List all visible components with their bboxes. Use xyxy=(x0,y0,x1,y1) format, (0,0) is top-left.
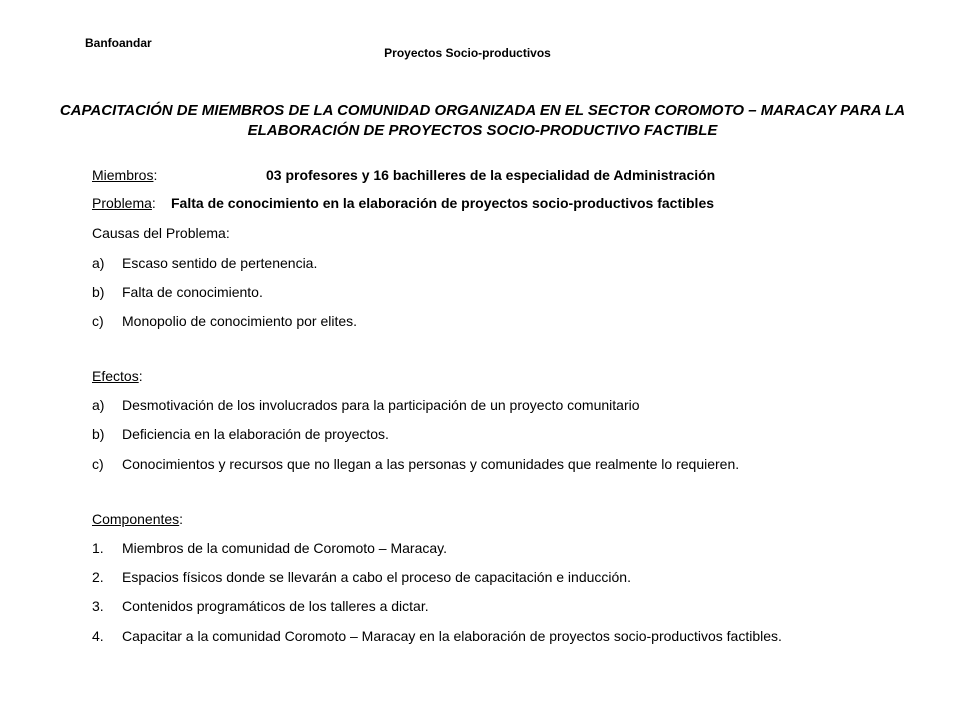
item-text: Deficiencia en la elaboración de proyectos. xyxy=(122,426,389,442)
item-text: Falta de conocimiento. xyxy=(122,284,263,300)
item-marker: c) xyxy=(92,456,104,472)
componente-item xyxy=(92,627,867,646)
miembros-value: 03 profesores y 16 bachilleres de la especialidad de Administración xyxy=(266,167,716,183)
causa-item xyxy=(92,284,263,300)
item-marker: b) xyxy=(92,426,105,442)
organization-name: Banfoandar xyxy=(85,36,152,50)
item-marker: 2. xyxy=(92,569,104,585)
item-text: Escaso sentido de pertenencia. xyxy=(122,255,318,271)
item-marker: 4. xyxy=(92,628,104,644)
miembros-colon: : xyxy=(153,167,158,183)
document-title: CAPACITACIÓN DE MIEMBROS DE LA COMUNIDAD ORGANIZADA EN EL SECTOR COROMOTO – MARACAY PARA LA ELABORACIÓN DE PROYECTOS SOCIO-PRODUCTIVO FACTIBLE xyxy=(59,102,906,139)
item-marker: a) xyxy=(92,397,105,413)
item-text: Conocimientos y recursos que no llegan a las personas y comunidades que realmente lo requieren. xyxy=(122,456,740,472)
componentes-colon: : xyxy=(179,511,184,527)
item-text: Capacitar a la comunidad Coromoto – Maracay en la elaboración de proyectos socio-productivos factibles. xyxy=(122,628,782,644)
item-text: Miembros de la comunidad de Coromoto – Maracay. xyxy=(122,540,448,556)
causas-label: Causas del Problema: xyxy=(92,225,230,241)
item-marker: 1. xyxy=(92,540,104,556)
causa-item xyxy=(92,255,317,271)
miembros-line xyxy=(92,167,157,183)
efectos-line xyxy=(92,368,143,384)
problema-line xyxy=(92,195,156,211)
componente-item xyxy=(92,598,429,614)
componente-item xyxy=(92,540,447,556)
efectos-label: Efectos xyxy=(92,368,139,384)
efectos-colon: : xyxy=(138,368,143,384)
item-text: Monopolio de conocimiento por elites. xyxy=(122,313,358,329)
miembros-label: Miembros xyxy=(92,167,154,183)
item-marker: b) xyxy=(92,284,105,300)
item-marker: 3. xyxy=(92,598,104,614)
efecto-item xyxy=(92,426,389,442)
causa-item xyxy=(92,313,357,329)
item-text: Desmotivación de los involucrados para la participación de un proyecto comunitario xyxy=(122,397,640,413)
efecto-item xyxy=(92,456,739,472)
item-marker: a) xyxy=(92,255,105,271)
item-text: Espacios físicos donde se llevarán a cabo el proceso de capacitación e inducción. xyxy=(122,569,631,585)
componentes-line xyxy=(92,511,183,527)
componentes-label: Componentes xyxy=(92,511,180,527)
efecto-item xyxy=(92,397,640,413)
problema-label: Problema xyxy=(92,195,152,211)
problema-value: Falta de conocimiento en la elaboración de proyectos socio-productivos factibles xyxy=(171,195,715,211)
item-text: Contenidos programáticos de los talleres a dictar. xyxy=(122,598,429,614)
problema-colon: : xyxy=(151,195,156,211)
project-header: Proyectos Socio-productivos xyxy=(384,46,551,60)
item-marker: c) xyxy=(92,313,104,329)
componente-item xyxy=(92,569,631,585)
